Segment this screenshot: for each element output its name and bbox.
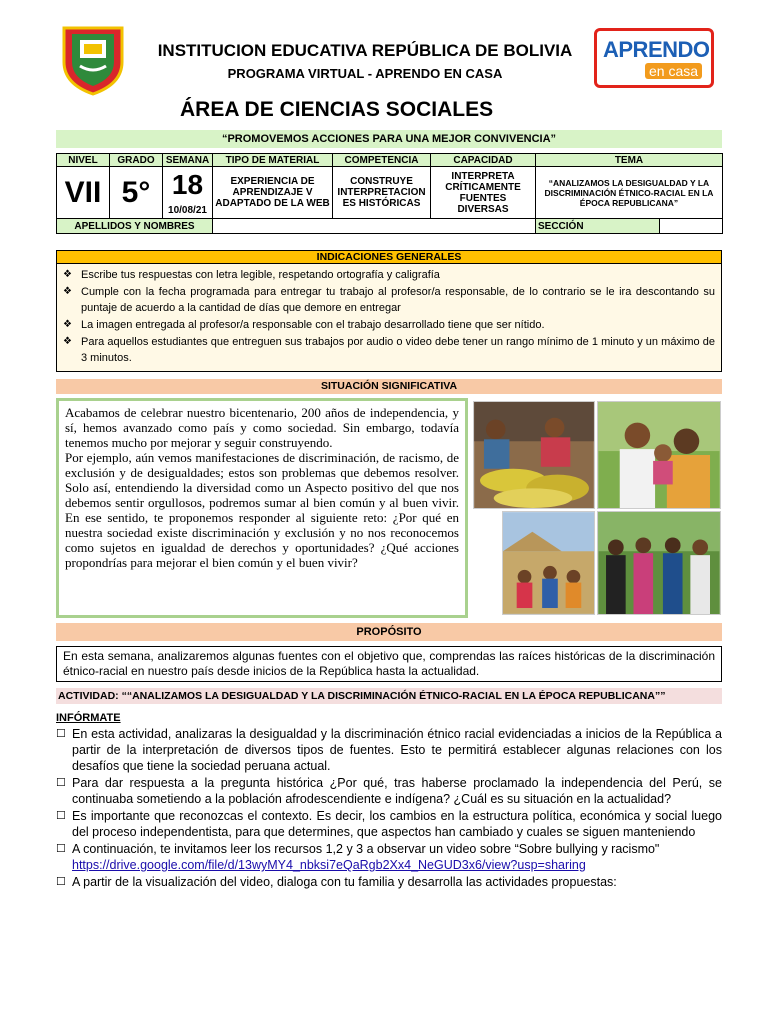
video-link[interactable]: https://drive.google.com/file/d/13wyMY4_nbksi7eQaRgb2Xx4_NeGUD3x6/view?usp=sharing <box>72 858 586 872</box>
apellidos-label: APELLIDOS Y NOMBRES <box>57 219 213 234</box>
situacion-paragraph-2: Por ejemplo, aún vemos manifestaciones de discriminación, de racismo, de exclusión y de desigualdades; estos son problemas que debemos resolver. Solo así, entendiendo la diversidad como un Aspecto positivo del que nos debemos sentir orgullosos, podremos sumar al bien común y al buen vivir. En ese sentido, te proponemos responder al siguiente reto: ¿Por qué en nuestra sociedad existe discriminación y exclusión y no nos reconocemos como sujetos en igualdad de derechos y oportunidades? ¿Qué acciones propondrías para mejorar el bien común y el buen vivir? <box>65 450 459 570</box>
info-header-row <box>57 154 723 167</box>
indicacion-item: ❖ La imagen entregada al profesor/a responsable con el trabajo desarrollado tiene que ser nítido. <box>63 319 545 331</box>
header-grado: GRADO <box>110 154 163 167</box>
nivel-value: VII <box>57 167 110 219</box>
informate-list <box>56 726 722 891</box>
checkbox-bullet-icon: ☐ <box>56 777 66 789</box>
competencia-value: CONSTRUYE INTERPRETACION ES HISTÓRICAS <box>333 167 431 219</box>
reed-boat-community-photo <box>502 511 595 615</box>
informate-item: ☐ Es importante que reconozcas el contexto. Es decir, los cambios en la estructura política, económica y social luego del proceso independentista, para que determines, que aspectos han cambiado y cuales se siguen manteniendo <box>56 809 722 839</box>
header-semana: SEMANA <box>163 154 213 167</box>
program-name: PROGRAMA VIRTUAL - APRENDO EN CASA <box>227 66 503 81</box>
indicacion-item: ❖ Para aquellos estudiantes que entreguen sus trabajos por audio o video debe tener un rango mínimo de 1 minuto y un máximo de 3 minutos. <box>63 336 715 364</box>
indicacion-item: ❖ Cumple con la fecha programada para entregar tu trabajo al profesor/a responsable, de lo contrario se le ira descontando su puntaje de acuerdo a la cantidad de días que demore en entregar <box>63 286 715 314</box>
fecha-value: 10/08/21 <box>163 203 213 219</box>
checkbox-bullet-icon: ☐ <box>56 810 66 822</box>
motto-banner: “PROMOVEMOS ACCIONES PARA UNA MEJOR CONVIVENCIA” <box>56 130 722 148</box>
seccion-field[interactable] <box>660 219 723 234</box>
informate-item <box>56 841 722 873</box>
informate-item: ☐ A partir de la visualización del video, dialoga con tu familia y desarrolla las actividades propuestas: <box>56 875 617 889</box>
area-title: ÁREA DE CIENCIAS SOCIALES <box>180 98 494 121</box>
diamond-bullet-icon: ❖ <box>63 269 72 280</box>
header-capacidad: CAPACIDAD <box>431 154 536 167</box>
apellidos-field[interactable] <box>213 219 536 234</box>
group-people-photo <box>597 511 721 615</box>
indicacion-item: ❖ Escribe tus respuestas con letra legible, respetando ortografía y caligrafía <box>63 269 440 281</box>
diamond-bullet-icon: ❖ <box>63 336 72 347</box>
checkbox-bullet-icon: ☐ <box>56 728 66 740</box>
family-photo <box>597 401 721 509</box>
header-nivel: NIVEL <box>57 154 110 167</box>
checkbox-bullet-icon: ☐ <box>56 876 66 888</box>
school-name: INSTITUCION EDUCATIVA REPÚBLICA DE BOLIVIA <box>157 41 573 60</box>
informate-item: ☐ Para dar respuesta a la pregunta histórica ¿Por qué, tras haberse proclamado la independencia del Perú, se continuaba sometiendo a la población afrodescendiente e indígena? ¿Cuál es su situación en la actualidad? <box>56 776 722 806</box>
header-tema: TEMA <box>536 154 723 167</box>
situacion-title: SITUACIÓN SIGNIFICATIVA <box>56 379 722 394</box>
tema-value: “ANALIZAMOS LA DESIGUALDAD Y LA DISCRIMINACIÓN ÉTNICO-RACIAL EN LA ÉPOCA REPUBLICANA” <box>536 167 723 219</box>
informate-video-text: A continuación, te invitamos leer los recursos 1,2 y 3 a observar un video sobre “Sobre bullying y racismo" <box>72 842 660 856</box>
informate-title: INFÓRMATE <box>56 712 121 724</box>
market-vendors-photo <box>473 401 595 509</box>
capacidad-value: INTERPRETA CRÍTICAMENTE FUENTES DIVERSAS <box>431 167 536 219</box>
situacion-text-box <box>56 398 468 618</box>
tipo-material-value: EXPERIENCIA DE APRENDIZAJE V ADAPTADO DE LA WEB <box>213 167 333 219</box>
diamond-bullet-icon: ❖ <box>63 319 72 330</box>
indicaciones-list <box>56 264 722 372</box>
header-tipo-material: TIPO DE MATERIAL <box>213 154 333 167</box>
indicaciones-title: INDICACIONES GENERALES <box>56 250 722 264</box>
situacion-paragraph-1: Acabamos de celebrar nuestro bicentenario, 200 años de independencia, y sí, hemos avanzado como país y como sociedad. Sin embargo, todavía tenemos mucho por mejorar y seguir construyendo. <box>65 405 459 450</box>
logo-text-top: APRENDO <box>603 37 710 62</box>
aprendo-en-casa-logo <box>594 28 714 88</box>
informate-item: ☐ En esta actividad, analizaras la desigualdad y la discriminación étnico racial evidenciadas a inicios de la República a partir de la interpretación de diversos tipos de fuentes. Esto te permitirá establecer algunas relaciones con los desafíos que tiene la sociedad peruana actual. <box>56 727 722 773</box>
proposito-text: En esta semana, analizaremos algunas fuentes con el objetivo que, comprendas las raíces históricas de la discriminación étnico-racial en nuestro país desde inicios de la República hasta la actualidad. <box>56 646 722 682</box>
checkbox-bullet-icon: ☐ <box>56 843 66 855</box>
grado-value: 5° <box>110 167 163 219</box>
school-shield-logo <box>60 22 126 96</box>
proposito-title: PROPÓSITO <box>56 623 722 641</box>
info-table <box>56 153 723 234</box>
header-competencia: COMPETENCIA <box>333 154 431 167</box>
logo-text-bottom: en casa <box>645 63 702 79</box>
seccion-label: SECCIÓN <box>536 219 660 234</box>
actividad-title: ACTIVIDAD: ““ANALIZAMOS LA DESIGUALDAD Y LA DISCRIMINACIÓN ÉTNICO-RACIAL EN LA ÉPOCA REPUBLICANA”” <box>56 688 722 704</box>
diamond-bullet-icon: ❖ <box>63 286 72 297</box>
semana-value: 18 <box>163 167 213 203</box>
